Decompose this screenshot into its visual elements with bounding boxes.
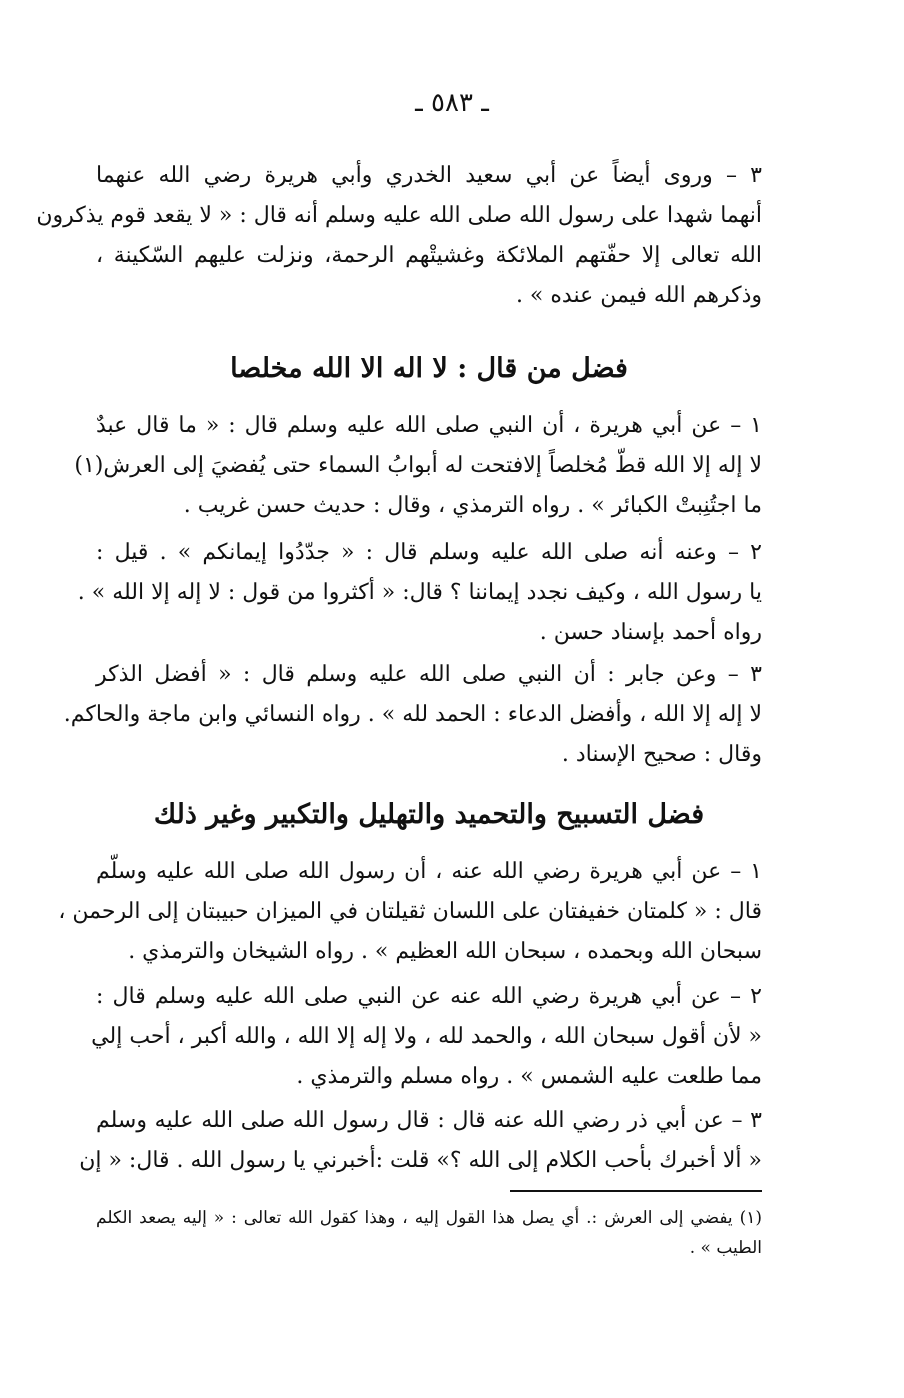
text-line: ٢ – وعنه أنه صلى الله عليه وسلم قال : « جدّدُوا إيمانكم » . قيل : [96,540,762,565]
text-line: ٣ – وروى أيضاً عن أبي سعيد الخدري وأبي هريرة رضي الله عنهما [96,163,762,188]
text-line: ٣ – عن أبي ذر رضي الله عنه قال : قال رسول الله صلى الله عليه وسلم [96,1108,762,1133]
text-line: رواه أحمد بإسناد حسن . [539,620,762,645]
text-line: ١ – عن أبي هريرة ، أن النبي صلى الله عليه وسلم قال : « ما قال عبدٌ [96,413,762,438]
hadith-paragraph-6 [79,1101,762,1181]
text-line: ما اجتُنِبتْ الكبائر » . رواه الترمذي ، وقال : حديث حسن غريب . [183,493,762,518]
text-line: سبحان الله وبحمده ، سبحان الله العظيم » . رواه الشيخان والترمذي . [128,939,762,964]
text-line: يا رسول الله ، وكيف نجدد إيماننا ؟ قال: « أكثروا من قول : لا إله إلا الله » . [77,580,762,605]
footnote-line: (١) يفضي إلى العرش :. أي يصل هذا القول إليه ، وهذا كقول الله تعالى : « إليه يصعد الكلم [96,1208,762,1228]
text-line: لا إله إلا الله قطّ مُخلصاً إلافتحت له أبوابُ السماء حتى يُفضيَ إلى العرش(١) [74,453,762,478]
footnote [96,1203,762,1263]
text-line: وقال : صحيح الإسناد . [561,742,762,767]
text-line: الله تعالى إلا حفّتهم الملائكة وغشيتْهم الرحمة، ونزلت عليهم السّكينة ، [96,243,762,268]
text-line: قال : « كلمتان خفيفتان على اللسان ثقيلتان في الميزان حبيبتان إلى الرحمن ، [58,899,762,924]
text-line: ٣ – وعن جابر : أن النبي صلى الله عليه وسلم قال : « أفضل الذكر [96,662,762,687]
text-line: ١ – عن أبي هريرة رضي الله عنه ، أن رسول الله صلى الله عليه وسلّم [96,859,762,884]
text-line: ٢ – عن أبي هريرة رضي الله عنه عن النبي صلى الله عليه وسلم قال : [96,984,762,1009]
text-line: لا إله إلا الله ، وأفضل الدعاء : الحمد لله » . رواه النسائي وابن ماجة والحاكم. [63,702,762,727]
footnote-line: الطيب » . [689,1238,762,1258]
section-heading-tasbih: فضل التسبيح والتحميد والتهليل والتكبير وغير ذلك [153,799,705,830]
text-line: وذكرهم الله فيمن عنده » . [515,283,762,308]
section-heading-ikhlas: فضل من قال : لا اله الا الله مخلصا [230,353,628,384]
text-line: أنهما شهدا على رسول الله صلى الله عليه وسلم أنه قال : « لا يقعد قوم يذكرون [36,203,762,228]
footnote-divider [510,1190,762,1192]
text-line: « لأن أقول سبحان الله ، والحمد لله ، ولا إله إلا الله ، والله أكبر ، أحب إلي [91,1024,762,1049]
text-line: « ألا أخبرك بأحب الكلام إلى الله ؟» قلت :أخبرني يا رسول الله . قال: « إن [79,1148,762,1173]
intro-hadith-paragraph [36,156,762,316]
page-number: ـ ٥٨٣ ـ [415,88,489,118]
hadith-paragraph-5 [91,977,762,1097]
hadith-paragraph-2 [77,533,762,653]
text-line: مما طلعت عليه الشمس » . رواه مسلم والترمذي . [296,1064,762,1089]
hadith-paragraph-3 [63,655,762,775]
hadith-paragraph-1 [74,406,762,526]
hadith-paragraph-4 [58,852,762,972]
